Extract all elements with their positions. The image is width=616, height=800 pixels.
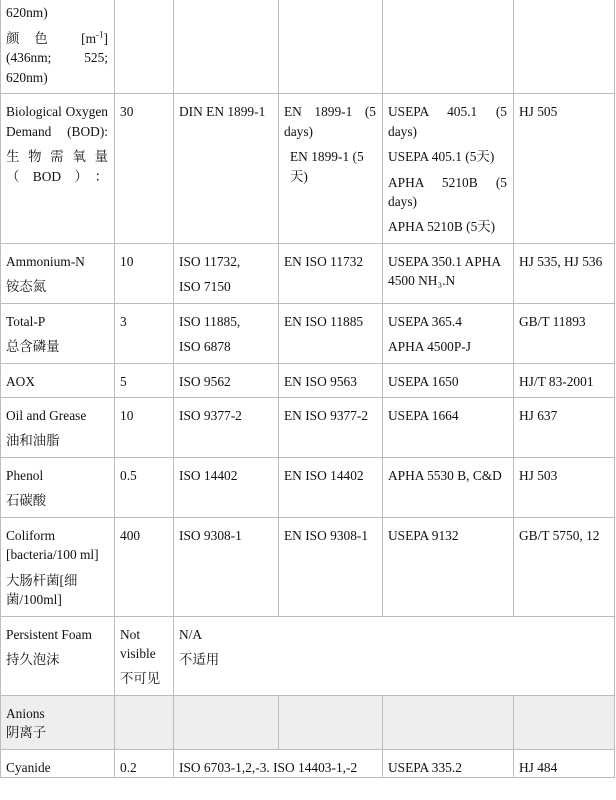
cell-line: 不可见 (120, 671, 161, 687)
cn-method-cell (514, 517, 615, 616)
iso-method-cell (174, 0, 279, 94)
limit-cell (115, 695, 174, 749)
cell-line: EN ISO 9563 (284, 373, 357, 389)
cell-line: Total-P (6, 313, 46, 329)
parameter-cell (1, 749, 115, 777)
cell-line: USEPA 405.1 (5 days) (388, 104, 507, 139)
table-row (1, 243, 615, 303)
parameter-cell (1, 0, 115, 94)
cell-line: 阴离子 (6, 725, 47, 741)
limit-cell (115, 517, 174, 616)
cell-line: USEPA 9132 (388, 527, 459, 543)
en-method-cell (279, 94, 383, 244)
cell-line: ISO 11732, (179, 253, 241, 269)
en-method-cell (279, 695, 383, 749)
limit-cell (115, 303, 174, 363)
parameter-cell (1, 616, 115, 695)
en-method-cell (279, 517, 383, 616)
cn-method-cell (514, 749, 615, 777)
cell-line: 油和油脂 (6, 433, 60, 449)
table-row (1, 303, 615, 363)
cell-line: AOX (6, 373, 36, 389)
cell-line: 5 (120, 373, 127, 389)
us-method-cell (383, 303, 514, 363)
cell-line: Anions (6, 705, 45, 721)
cell-line: 铵态氮 (6, 279, 47, 295)
limit-cell (115, 0, 174, 94)
us-method-cell (383, 0, 514, 94)
iso-method-cell (174, 243, 279, 303)
cell-line: HJ 535, HJ 536 (519, 253, 603, 269)
cn-method-cell (514, 303, 615, 363)
en-method-cell (279, 243, 383, 303)
us-method-cell (383, 457, 514, 517)
parameter-cell (1, 457, 115, 517)
cell-line: APHA 5210B (5天) (388, 219, 496, 235)
iso-method-cell (174, 517, 279, 616)
cell-line: USEPA 365.4 (388, 313, 462, 329)
en-method-cell (279, 398, 383, 458)
cell-line: 不适用 (179, 651, 220, 667)
us-method-cell (383, 695, 514, 749)
cell-line: ISO 9562 (179, 373, 231, 389)
us-method-cell (383, 243, 514, 303)
cell-line: EN 1899-1 (5 days) (284, 104, 376, 139)
parameter-cell (1, 398, 115, 458)
iso-en-method-cell (174, 749, 383, 777)
cell-line: Cyanide (6, 759, 51, 775)
cell-line: ISO 14402 (179, 467, 238, 483)
limit-cell (115, 243, 174, 303)
parameters-table-body (1, 0, 615, 778)
cell-line: Not visible (120, 626, 156, 661)
cell-line: 石碳酸 (6, 493, 47, 509)
cell-line: EN ISO 11732 (284, 253, 364, 269)
iso-method-cell (174, 303, 279, 363)
table-row (1, 749, 615, 777)
cell-line: Coliform [bacteria/100 ml] (6, 527, 99, 563)
cell-line: 10 (120, 408, 134, 424)
cell-line: USEPA 1664 (388, 408, 459, 424)
iso-method-cell (174, 363, 279, 397)
cell-line: HJ 637 (519, 408, 558, 424)
cell-line: EN ISO 9377-2 (284, 408, 369, 424)
cell-line: HJ 505 (519, 104, 558, 120)
cell-line: 3 (120, 313, 127, 329)
table-row (1, 517, 615, 616)
section-header-cell (1, 695, 115, 749)
cell-line: EN ISO 11885 (284, 313, 364, 329)
limit-cell (115, 616, 174, 695)
cell-line: 0.5 (120, 467, 137, 483)
cell-line: Phenol (6, 467, 44, 483)
us-method-cell (383, 398, 514, 458)
en-method-cell (279, 0, 383, 94)
cn-method-cell (514, 363, 615, 397)
cell-line: ISO 6703-1,2,-3. ISO 14403-1,-2 (179, 759, 358, 775)
cell-line: Ammonium-N (6, 253, 85, 269)
cell-line: 30 (120, 104, 134, 120)
section-header-row (1, 695, 615, 749)
cell-line: HJ 484 (519, 759, 558, 775)
cell-line: USEPA 335.2 (388, 759, 462, 775)
cell-line: Oil and Grease (6, 408, 87, 424)
us-method-cell (383, 749, 514, 777)
table-row (1, 616, 615, 695)
cn-method-cell (514, 0, 615, 94)
cell-line: USEPA 350.1 APHA 4500 NH₃.N (388, 253, 501, 289)
cn-method-cell (514, 243, 615, 303)
iso-method-cell (174, 695, 279, 749)
cell-line: Persistent Foam (6, 626, 92, 642)
cell-line: 生物需氧量（BOD）： (6, 149, 108, 184)
cell-line: N/A (179, 626, 203, 642)
iso-method-cell (174, 94, 279, 244)
cell-line: USEPA 405.1 (5天) (388, 149, 495, 165)
table-row (1, 94, 615, 244)
cell-line: ISO 11885, (179, 313, 241, 329)
limit-cell (115, 398, 174, 458)
cell-line: DIN EN 1899-1 (179, 104, 266, 120)
cell-line: EN ISO 9308-1 (284, 527, 369, 543)
cell-line: ISO 9377-2 (179, 408, 242, 424)
parameter-cell (1, 243, 115, 303)
limit-cell (115, 363, 174, 397)
cn-method-cell (514, 94, 615, 244)
cell-line: HJ/T 83-2001 (519, 373, 594, 389)
cn-method-cell (514, 695, 615, 749)
methods-cell (174, 616, 615, 695)
limit-cell (115, 749, 174, 777)
cell-line: USEPA 1650 (388, 373, 459, 389)
cn-method-cell (514, 457, 615, 517)
table-row (1, 363, 615, 397)
en-method-cell (279, 457, 383, 517)
parameter-cell (1, 363, 115, 397)
color-label: 颜色 $[m^{-1}]$ (436nm; 525; 620nm) (6, 29, 108, 85)
us-method-cell (383, 363, 514, 397)
cn-method-cell (514, 398, 615, 458)
cell-line: GB/T 11893 (519, 313, 586, 329)
parameter-cell (1, 517, 115, 616)
cell-line: HJ 503 (519, 467, 558, 483)
cell-line: EN 1899-1 (5天) (290, 149, 364, 184)
cell-line: 总含磷量 (6, 339, 60, 355)
cell-line: GB/T 5750, 12 (519, 527, 600, 543)
cell-line: ISO 6878 (179, 339, 231, 355)
us-method-cell (383, 517, 514, 616)
parameter-cell (1, 94, 115, 244)
cell-line: APHA 5530 B, C&D (388, 467, 502, 483)
cell-line: 620nm) (6, 5, 48, 20)
cell-line: 持久泡沫 (6, 651, 60, 667)
cell-line: APHA 4500P-J (388, 339, 471, 355)
iso-method-cell (174, 398, 279, 458)
cell-line: ISO 9308-1 (179, 527, 242, 543)
limit-cell (115, 94, 174, 244)
cell-line: 10 (120, 253, 134, 269)
table-row (1, 398, 615, 458)
parameter-cell (1, 303, 115, 363)
table-row (1, 457, 615, 517)
en-method-cell (279, 363, 383, 397)
iso-method-cell (174, 457, 279, 517)
limit-cell (115, 457, 174, 517)
cell-line: 大肠杆菌[细菌/100ml] (6, 572, 78, 608)
cell-line: 400 (120, 527, 141, 543)
us-method-cell (383, 94, 514, 244)
cell-line: Biological Oxygen Demand (BOD): (6, 104, 108, 139)
table-row (1, 0, 615, 94)
cell-line (6, 28, 108, 87)
cell-line: ISO 7150 (179, 279, 231, 295)
en-method-cell (279, 303, 383, 363)
cell-line: 0.2 (120, 759, 137, 775)
cell-line: EN ISO 14402 (284, 467, 364, 483)
cell-line: APHA 5210B (5 days) (388, 174, 507, 209)
